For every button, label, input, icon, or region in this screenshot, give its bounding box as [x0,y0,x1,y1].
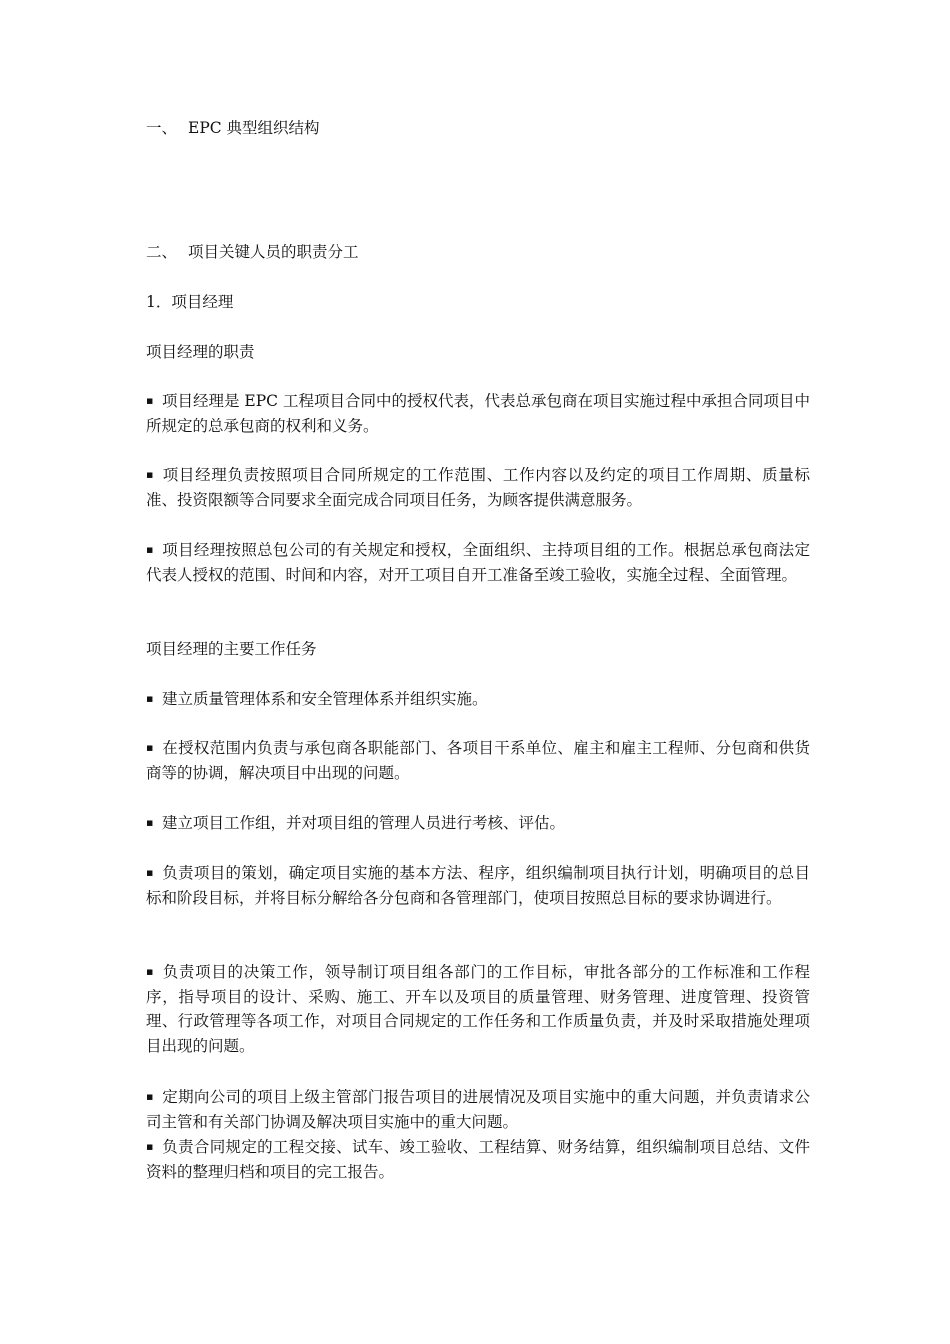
duties-title: 项目经理的职责 [146,343,255,361]
section-1-title: EPC 典型组织结构 [188,119,320,137]
subsection-project-manager: 1．项目经理 [146,293,234,311]
duty-item-1: ▪ 项目经理是 EPC 工程项目合同中的授权代表，代表总承包商在项目实施过程中承担合同项目中所规定的总承包商的权利和义务。 [146,389,810,438]
task-item-7: ▪ 负责合同规定的工程交接、试车、竣工验收、工程结算、财务结算，组织编制项目总结、文件资料的整理归档和项目的完工报告。 [146,1135,810,1184]
section-1-number: 一、 [146,119,178,137]
section-2-title: 项目关键人员的职责分工 [188,243,359,261]
task-item-6: ▪ 定期向公司的项目上级主管部门报告项目的进展情况及项目实施中的重大问题，并负责请求公司主管和有关部门协调及解决项目实施中的重大问题。 [146,1085,810,1134]
duty-item-2: ▪ 项目经理负责按照项目合同所规定的工作范围、工作内容以及约定的项目工作周期、质量标准、投资限额等合同要求全面完成合同项目任务，为顾客提供满意服务。 [146,463,810,512]
task-item-1: ▪ 建立质量管理体系和安全管理体系并组织实施。 [146,687,810,712]
task-item-2: ▪ 在授权范围内负责与承包商各职能部门、各项目干系单位、雇主和雇主工程师、分包商和供货商等的协调，解决项目中出现的问题。 [146,736,810,785]
section-1-heading [146,116,810,141]
task-item-3: ▪ 建立项目工作组，并对项目组的管理人员进行考核、评估。 [146,811,810,836]
task-item-4: ▪ 负责项目的策划，确定项目实施的基本方法、程序，组织编制项目执行计划，明确项目的总目标和阶段目标，并将目标分解给各分包商和各管理部门，使项目按照总目标的要求协调进行。 [146,861,810,910]
task-item-5: ▪ 负责项目的决策工作，领导制订项目组各部门的工作目标，审批各部分的工作标准和工作程序，指导项目的设计、采购、施工、开车以及项目的质量管理、财务管理、进度管理、投资管理、行政管理等各项工作，对项目合同规定的工作任务和工作质量负责，并及时采取措施处理项目出现的问题。 [146,960,810,1058]
section-2-heading [146,240,810,265]
tasks-title: 项目经理的主要工作任务 [146,640,317,658]
duty-item-3: ▪ 项目经理按照总包公司的有关规定和授权，全面组织、主持项目组的工作。根据总承包商法定代表人授权的范围、时间和内容，对开工项目自开工准备至竣工验收，实施全过程、全面管理。 [146,538,810,587]
section-2-number: 二、 [146,243,178,261]
